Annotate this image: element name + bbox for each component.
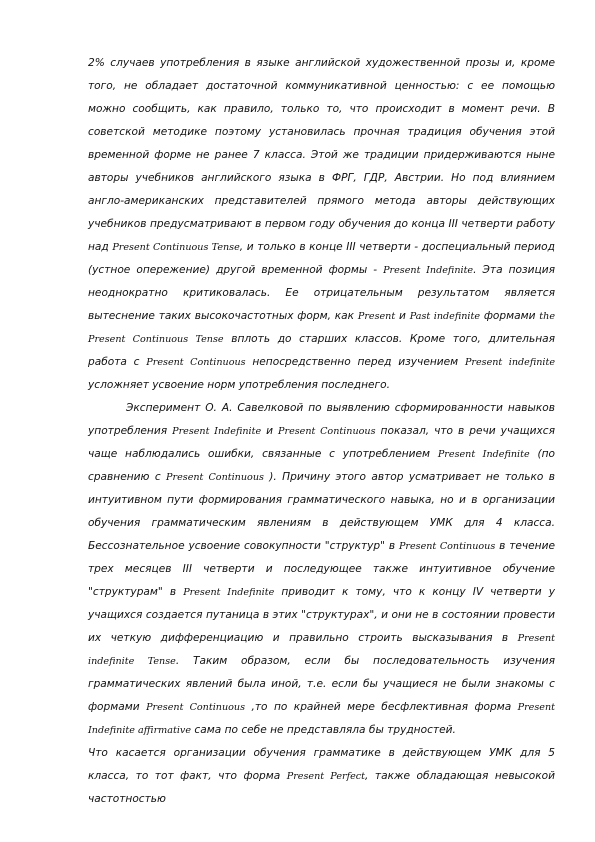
text-run: усложняет усвоение норм употребления последнего. bbox=[88, 379, 390, 391]
text-run: в течение трех месяцев III четверти и последующее также интуитивное обучение "структурам" в bbox=[88, 540, 556, 598]
document-body bbox=[88, 52, 555, 811]
english-term: the Present Continuous Tense bbox=[88, 311, 555, 345]
english-term: Present Continuous bbox=[146, 357, 246, 368]
text-run: и bbox=[261, 425, 279, 437]
english-term: Present Continuous bbox=[146, 702, 246, 713]
english-term: Present Continuous Tense bbox=[112, 242, 240, 253]
text-run: и bbox=[395, 310, 410, 322]
paragraph-1 bbox=[88, 52, 555, 397]
english-term: Present Indefinite affirmative bbox=[88, 702, 555, 736]
text-run: сама по себе не представляла бы трудностей. bbox=[191, 724, 456, 736]
paragraph-3 bbox=[88, 742, 555, 811]
text-run: (по сравнению с bbox=[88, 448, 555, 483]
text-run: формами bbox=[480, 310, 540, 322]
text-run: . Эта позиция неоднократно критиковалась. Ее отрицательным результатом является вытеснение таких высокочастотных форм, как bbox=[88, 264, 555, 322]
english-term: Past indefinite bbox=[409, 311, 481, 322]
text-run: ). Причину этого автор усматривает не только в интуитивном пути формирования грамматического навыка, но и в организации обучения грамматическим явлениям в действующем УМК для 4 класса. Бессознательное усвоение совокупности "структур" в bbox=[88, 471, 555, 552]
english-term: Present indefinite Tense bbox=[88, 633, 555, 667]
text-run: , также обладающая невысокой частотностью bbox=[88, 770, 555, 805]
paragraph-2 bbox=[88, 397, 555, 742]
text-run: Что касается организации обучения грамматике в действующем УМК для 5 класса, то тот факт, что форма bbox=[88, 747, 555, 782]
english-term: Present Indefinite bbox=[383, 265, 474, 276]
text-run: ,то по крайней мере бесфлективная форма bbox=[245, 701, 518, 713]
text-run: непосредственно перед изучением bbox=[245, 356, 465, 368]
text-run: Эксперимент О. А. Савелковой по выявлению сформированности навыков употребления bbox=[88, 402, 555, 437]
english-term: Present Indefinite bbox=[437, 449, 530, 460]
english-term: Present Continuous bbox=[398, 541, 496, 552]
text-run: , и только в конце III четверти - доспециальный период (устное опережение) другой временной формы - bbox=[88, 241, 555, 276]
english-term: Present Continuous bbox=[278, 426, 376, 437]
english-term: Present Indefinite bbox=[172, 426, 262, 437]
english-term: Present indefinite bbox=[464, 357, 555, 368]
english-term: Present Perfect bbox=[286, 771, 366, 782]
text-run: показал, что в речи учащихся чаще наблюдались ошибки, связанные с употреблением bbox=[88, 425, 556, 460]
text-run: 2% случаев употребления в языке английской художественной прозы и, кроме того, не обладает достаточной коммуникативной ценностью: с ее помощью можно сообщить, как правило, только то, что происходит в момент речи. В советской методике поэтому установилась прочная традиция обучения этой временной форме не ранее 7 класса. Этой же традиции придерживаются ныне авторы учебников английского языка в ФРГ, ГДР, Австрии. Но под влиянием англо-американских представителей прямого метода авторы действующих учебников предусматривают в первом году обучения до конца III четверти работу над bbox=[88, 57, 555, 253]
english-term: Present Continuous bbox=[166, 472, 264, 483]
english-term: Present bbox=[357, 311, 396, 322]
text-run: . Таким образом, если бы последовательность изучения грамматических явлений была иной, т.е. если бы учащиеся не были знакомы с формами bbox=[88, 655, 555, 713]
text-run: приводит к тому, что к концу IV четверти у учащихся создается путаница в этих "структурах", и они не в состоянии провести их четкую дифференциацию и правильно строить высказывания в bbox=[88, 586, 555, 644]
english-term: Present Indefinite bbox=[183, 587, 275, 598]
text-run: вплоть до старших классов. Кроме того, длительная работа с bbox=[88, 333, 555, 368]
